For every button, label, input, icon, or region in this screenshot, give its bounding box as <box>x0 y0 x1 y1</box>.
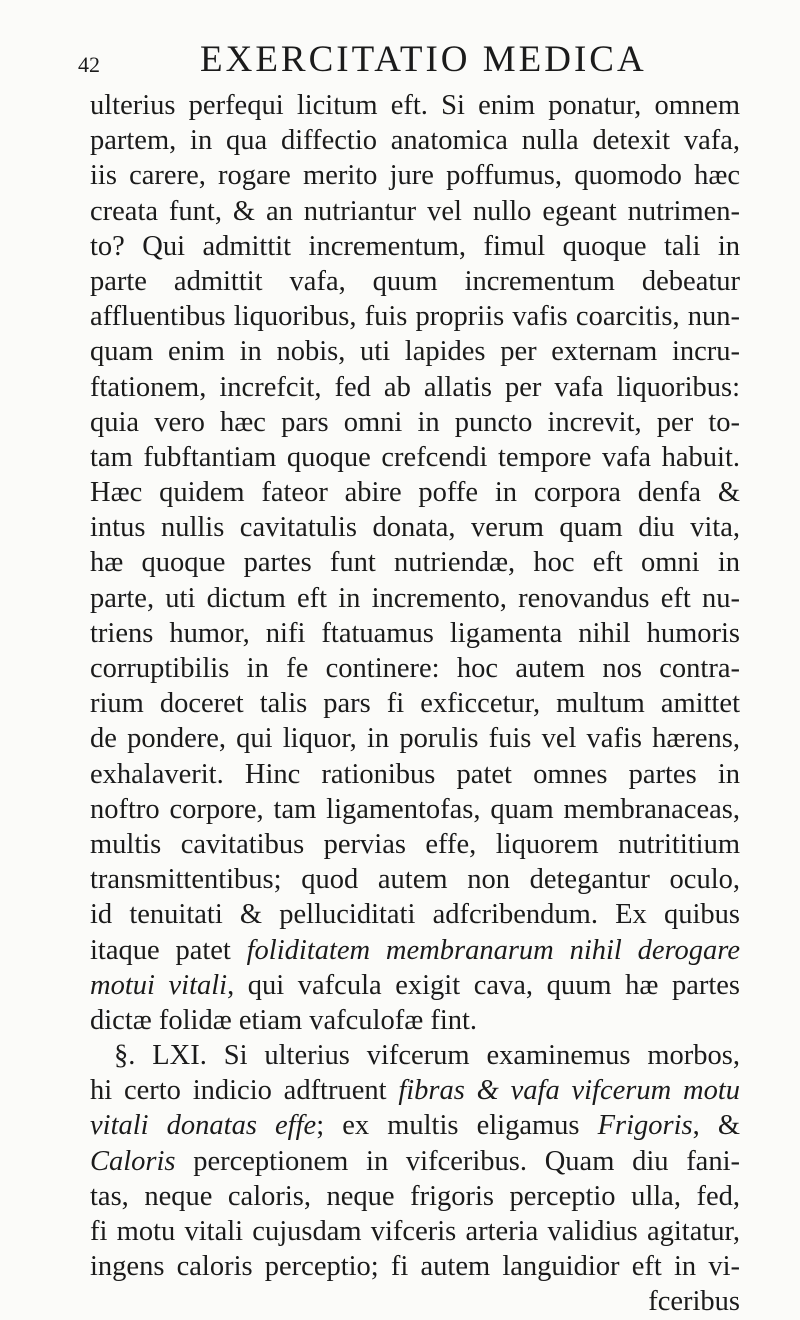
italic-phrase: foliditatem membranarum nihil derogare <box>246 934 740 966</box>
text-line: fi motu vitali cujusdam vifceris arteria validius agitatur, <box>90 1216 740 1247</box>
body-text <box>90 88 740 1320</box>
text-line: triens humor, nifi ftatuamus ligamenta nihil humoris <box>90 617 740 649</box>
text-run: perceptionem in vifceribus. Quam diu fani- <box>175 1145 740 1177</box>
text-line: exhalaverit. Hinc rationibus patet omnes partes in <box>90 758 740 790</box>
text-line: creata funt, & an nutriantur vel nullo egeant nutrimen- <box>90 195 740 227</box>
page-number: 42 <box>78 52 100 77</box>
italic-phrase: Caloris <box>90 1145 176 1177</box>
text-line <box>90 1073 740 1108</box>
italic-phrase: Frigoris <box>597 1110 693 1142</box>
text-line <box>90 1144 740 1179</box>
text-run: hi certo indicio adftruent <box>90 1075 399 1107</box>
text-run: ; ex multis eligamus <box>316 1110 598 1142</box>
text-line: intus nullis cavitatulis donata, verum quam diu vita, <box>90 512 740 544</box>
text-line: multis cavitatibus pervias effe, liquorem nutrititium <box>90 828 740 860</box>
text-line <box>90 933 740 968</box>
text-line: parte, uti dictum eft in incremento, renovandus eft nu- <box>90 582 740 614</box>
text-line: tas, neque caloris, neque frigoris perceptio ulla, fed, <box>90 1180 740 1212</box>
text-line: ingens caloris perceptio; fi autem languidior eft in vi- <box>90 1251 740 1283</box>
text-run: , qui vafcula exigit cava, quum hæ partes <box>227 969 740 1001</box>
italic-phrase: fibras & vafa vifcerum motu <box>398 1075 740 1107</box>
running-head: EXERCITATIO MEDICA <box>200 39 647 80</box>
text-run: , & <box>692 1110 741 1142</box>
text-line: parte admittit vafa, quum incrementum debeatur <box>90 265 740 297</box>
text-line: rium doceret talis pars fi exficcetur, multum amittet <box>90 688 740 720</box>
text-line <box>90 968 740 1003</box>
text-line: affluentibus liquoribus, fuis propriis vafis coarcitis, nun- <box>90 301 740 333</box>
text-line: quia vero hæc pars omni in puncto increvit, per to- <box>90 406 740 438</box>
text-line: tam fubftantiam quoque crefcendi tempore vafa habuit. <box>90 441 740 473</box>
text-line: id tenuitati & pelluciditati adfcribendum. Ex quibus <box>90 899 740 931</box>
text-line: transmittentibus; quod autem non detegantur oculo, <box>90 864 740 896</box>
text-line: dictæ folidæ etiam vafculofæ fint. <box>90 1004 478 1036</box>
text-line: corruptibilis in fe continere: hoc autem nos contra- <box>90 653 740 684</box>
text-line: noftro corpore, tam ligamentofas, quam membranaceas, <box>90 793 740 825</box>
text-line: de pondere, qui liquor, in porulis fuis vel vafis hærens, <box>90 723 740 755</box>
text-line <box>90 1108 740 1143</box>
text-line: Hæc quidem fateor abire poffe in corpora denfa & <box>90 477 740 509</box>
italic-phrase: vitali donatas effe <box>90 1110 317 1142</box>
text-line: ulterius perfequi licitum eft. Si enim ponatur, omnem <box>90 90 740 121</box>
page-header <box>78 34 740 78</box>
section-heading-line: §. LXI. Si ulterius vifcerum examinemus morbos, <box>114 1040 740 1072</box>
text-line: quam enim in nobis, uti lapides per externam incru- <box>90 336 740 368</box>
catchword: fceribus <box>648 1286 740 1318</box>
text-line: to? Qui admittit incrementum, fimul quoque tali in <box>90 230 740 262</box>
text-line: ftationem, increfcit, fed ab allatis per vafa liquoribus: <box>90 371 740 403</box>
text-line: iis carere, rogare merito jure poffumus, quomodo hæc <box>90 160 740 192</box>
italic-phrase: motui vitali <box>90 969 228 1001</box>
text-run: itaque patet <box>90 934 247 966</box>
text-line: partem, in qua diffectio anatomica nulla detexit vafa, <box>90 125 740 157</box>
text-line: hæ quoque partes funt nutriendæ, hoc eft omni in <box>90 547 740 579</box>
